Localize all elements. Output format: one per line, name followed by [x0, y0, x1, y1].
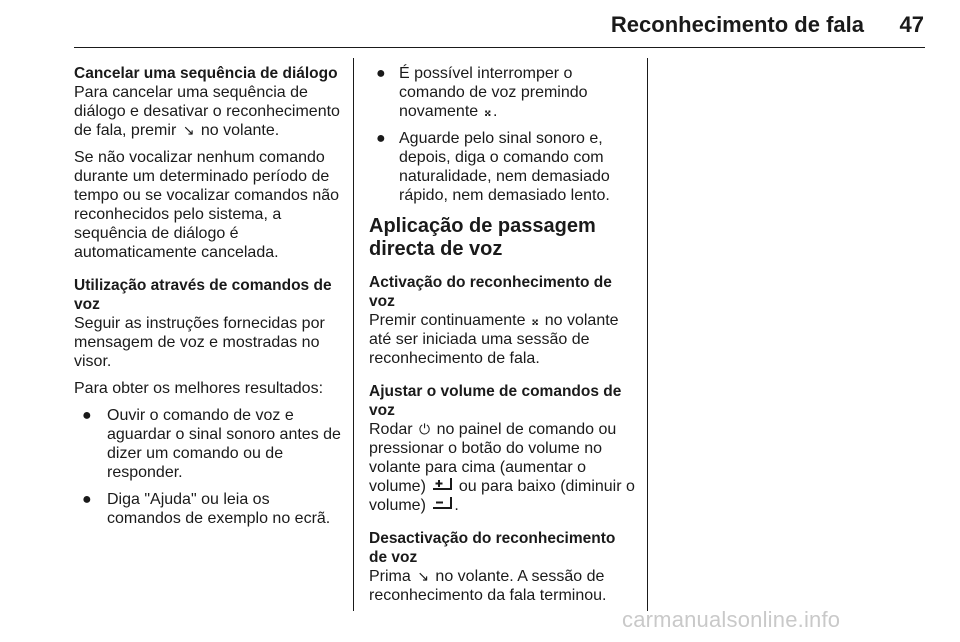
column-divider-2 [647, 58, 648, 611]
left-column [74, 64, 346, 536]
heading-activate: Activação do reconhecimento de voz [369, 274, 612, 310]
heading-cancel: Cancelar uma sequência de diálogo [74, 65, 338, 82]
volume-down-icon [432, 496, 452, 515]
bullet-text-1a: É possível interromper o comando de voz premindo novamente [399, 65, 588, 120]
list-item [74, 490, 346, 528]
paragraph-deactivate [369, 567, 635, 605]
paragraph-activate-b: no volante até ser iniciada uma sessão de reconhecimento de fala. [369, 312, 619, 367]
paragraph-cancel-text: Para cancelar uma sequência de diálogo e desativar o reconhecimento de fala, premir [74, 84, 340, 139]
list-item [369, 129, 635, 205]
header-rule [74, 47, 925, 48]
heading-volume: Ajustar o volume de comandos de voz [369, 383, 622, 419]
voice-icon: 𝄪 [484, 103, 491, 119]
paragraph-volume-c: ou para baixo (diminuir o volume) [369, 478, 635, 514]
paragraph-volume-b: no painel de comando ou pressionar o botão do volume no volante para cima (aumentar o volume) [369, 421, 617, 495]
right-column [369, 64, 635, 613]
paragraph-deactivate-b: no volante. A sessão de reconhecimento da fala terminou. [369, 568, 607, 604]
bullet-dot: ● [376, 65, 386, 82]
paragraph-usage: Seguir as instruções fornecidas por mensagem de voz e mostradas no visor. [74, 315, 325, 370]
paragraph-activate [369, 311, 635, 368]
list-item [369, 64, 635, 121]
power-icon: ⏻ [419, 421, 431, 437]
paragraph-deactivate-a: Prima [369, 568, 411, 585]
bullet-dot: ● [376, 130, 386, 147]
volume-up-icon [432, 477, 452, 496]
heading-deactivate: Desactivação do reconhecimento de voz [369, 530, 616, 566]
right-bullet-list [369, 64, 635, 205]
paragraph-cancel [74, 83, 346, 140]
page-title: Reconhecimento de fala [610, 12, 864, 37]
left-bullet-list [74, 406, 346, 528]
paragraph-volume-a: Rodar [369, 421, 413, 438]
paragraph-cancel-end: no volante. [200, 122, 280, 139]
hangup-icon: ↘ [417, 568, 429, 584]
watermark[interactable]: carmanualsonline.info [622, 607, 841, 632]
paragraph-volume [369, 420, 635, 515]
paragraph-activate-a: Premir continuamente [369, 312, 526, 329]
bullet-dot: ● [82, 407, 92, 424]
bullet-text: Diga "Ajuda" ou leia os comandos de exemplo no ecrã. [107, 491, 331, 527]
bullet-dot: ● [82, 491, 92, 508]
paragraph-volume-d: . [454, 497, 459, 514]
bullet-text-1b: . [492, 103, 498, 120]
list-item [74, 406, 346, 482]
voice-icon: 𝄪 [531, 312, 539, 328]
paragraph-best: Para obter os melhores resultados: [74, 380, 324, 397]
bullet-text: Ouvir o comando de voz e aguardar o sinal sonoro antes de dizer um comando ou de responder. [107, 407, 341, 481]
hangup-icon: ↘ [182, 122, 195, 138]
paragraph-timeout: Se não vocalizar nenhum comando durante um determinado período de tempo ou se vocalizar comandos não reconhecidos pelo sistema, a sequência de diálogo é automaticamente cancelada. [74, 149, 340, 261]
heading-passthrough: Aplicação de passagem directa de voz [369, 215, 596, 260]
column-divider-1 [353, 58, 354, 611]
page-number: 47 [899, 12, 924, 37]
bullet-text-2: Aguarde pelo sinal sonoro e, depois, diga o comando com naturalidade, nem demasiado rápido, nem demasiado lento. [399, 130, 610, 204]
heading-usage: Utilização através de comandos de voz [74, 277, 332, 313]
